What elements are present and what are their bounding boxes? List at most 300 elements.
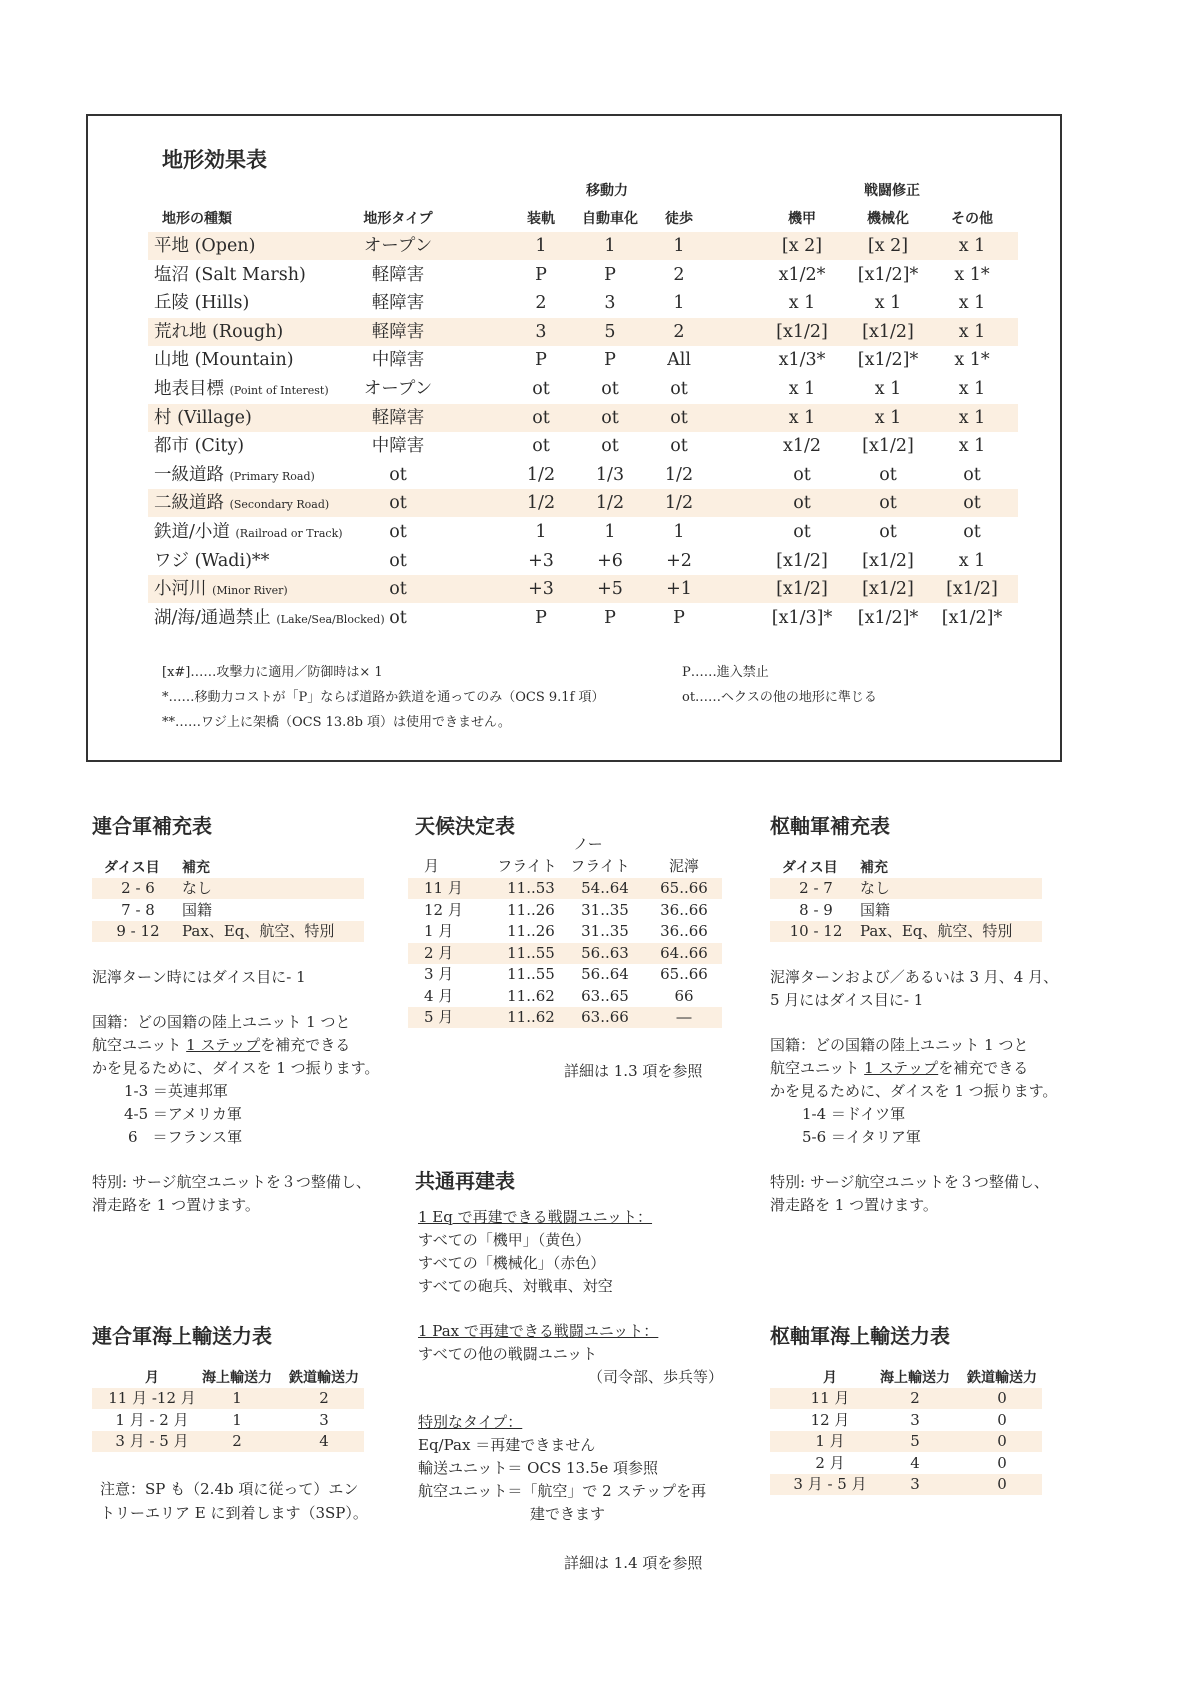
terrain-cell-m1: ot bbox=[532, 379, 550, 399]
header-mech-combat: 機械化 bbox=[867, 211, 909, 227]
allied-special-line2: 滑走路を 1 つ置けます。 bbox=[92, 1196, 260, 1214]
terrain-cell-c2: [x1/2] bbox=[862, 436, 914, 457]
weather-noflight: 31..35 bbox=[581, 900, 629, 919]
sea-month: 1 月 - 2 月 bbox=[115, 1410, 189, 1429]
weather-flight: 11..55 bbox=[507, 965, 555, 983]
terrain-cell-c3: x 1 bbox=[958, 407, 986, 428]
terrain-table-title: 地形効果表 bbox=[162, 148, 267, 172]
axis-sea-title: 枢軸軍海上輸送力表 bbox=[770, 1324, 950, 1348]
allied-sea-note-line1: 注意：SP も（2.4b 項に従って）エン bbox=[100, 1480, 359, 1498]
weather-row bbox=[408, 900, 722, 921]
replacement-die: 7 - 8 bbox=[121, 900, 155, 919]
axis-mud-note-line2: 5 月にはダイス目に- 1 bbox=[770, 991, 924, 1009]
terrain-cell-c1: x1/2 bbox=[782, 436, 822, 457]
sea-capacity: 5 bbox=[910, 1432, 920, 1450]
sea-capacity: 2 bbox=[910, 1389, 920, 1407]
terrain-name-jp: 平地 bbox=[154, 236, 189, 256]
terrain-cell-m3: +2 bbox=[666, 550, 692, 571]
terrain-cell-c1: x 1 bbox=[788, 293, 816, 314]
weather-flight: 11..62 bbox=[507, 1008, 555, 1026]
weather-row bbox=[408, 986, 722, 1007]
terrain-cell-c3: x 1 bbox=[958, 550, 986, 571]
weather-row bbox=[408, 878, 722, 899]
terrain-cell-c2: ot bbox=[879, 522, 897, 542]
terrain-cell-c2: ot bbox=[879, 493, 897, 514]
terrain-cell-c3: [x1/2]* bbox=[941, 607, 1003, 628]
terrain-cell-c1: [x1/2] bbox=[776, 550, 828, 571]
sea-transport-row bbox=[92, 1410, 364, 1431]
terrain-name-cell bbox=[154, 261, 306, 289]
terrain-cell-m3: 1/2 bbox=[664, 464, 694, 485]
terrain-name-cell bbox=[154, 232, 255, 260]
terrain-cell-m3: ot bbox=[670, 407, 688, 428]
terrain-name-cell bbox=[154, 375, 329, 403]
terrain-name-jp: 山地 bbox=[154, 350, 189, 371]
weather-month: 2 月 bbox=[424, 943, 454, 962]
sea-month: 3 月 - 5 月 bbox=[115, 1432, 189, 1450]
terrain-cell-m2: P bbox=[604, 607, 616, 628]
terrain-cell-m2: 1/3 bbox=[595, 464, 625, 485]
terrain-row bbox=[148, 575, 1018, 603]
weather-flight: 11..26 bbox=[507, 900, 555, 919]
sea-transport-row bbox=[770, 1474, 1042, 1495]
terrain-cell-c3: ot bbox=[963, 493, 981, 514]
rebuild-pax-other: すべての他の戦闘ユニット bbox=[418, 1345, 598, 1363]
replacement-row bbox=[92, 921, 364, 942]
terrain-cell-c1: x1/3* bbox=[778, 350, 826, 371]
replacement-row bbox=[770, 878, 1042, 899]
replacement-die: 2 - 6 bbox=[121, 879, 155, 897]
legend-p-note: P……進入禁止 bbox=[682, 665, 769, 680]
terrain-name-jp: 鉄道/小道 bbox=[154, 522, 230, 542]
terrain-name-cell bbox=[154, 547, 269, 575]
terrain-cell-c2: [x1/2] bbox=[862, 579, 914, 600]
sea-month: 12 月 bbox=[810, 1410, 850, 1429]
terrain-name-jp: 都市 bbox=[154, 436, 189, 457]
terrain-cell-m1: ot bbox=[532, 407, 550, 428]
terrain-name-en: (Open) bbox=[194, 236, 256, 256]
terrain-name-cell bbox=[154, 432, 244, 460]
legend-bracket-note: [x#]……攻撃力に適用／防御時は× 1 bbox=[162, 665, 383, 680]
terrain-cell-m1: 1 bbox=[535, 522, 547, 542]
terrain-name-jp: 塩沼 bbox=[154, 264, 189, 285]
sea-capacity: 2 bbox=[232, 1432, 242, 1450]
terrain-name-cell bbox=[154, 604, 385, 632]
terrain-name-cell bbox=[154, 318, 283, 346]
terrain-cell-c2: x 1 bbox=[874, 407, 902, 428]
terrain-name-cell bbox=[154, 346, 294, 374]
rebuild-eq-armor: すべての「機甲」（黄色） bbox=[418, 1231, 591, 1249]
rebuild-reference: 詳細は 1.4 項を参照 bbox=[564, 1554, 703, 1572]
sea-transport-row bbox=[770, 1410, 1042, 1431]
weather-header-no: ノー bbox=[573, 835, 603, 853]
combat-group-header: 戦闘修正 bbox=[864, 183, 920, 199]
terrain-name-en: (Primary Road) bbox=[229, 469, 315, 483]
rebuild-special-heading: 特別なタイプ： bbox=[418, 1413, 523, 1431]
terrain-row bbox=[148, 461, 1018, 489]
terrain-cell-m3: 2 bbox=[673, 264, 685, 285]
terrain-cell-m1: +3 bbox=[528, 579, 554, 600]
terrain-row bbox=[148, 518, 1018, 546]
allied-mud-note: 泥濘ターン時にはダイス目に- 1 bbox=[92, 968, 306, 986]
header-armor-combat: 機甲 bbox=[788, 211, 816, 227]
allied-nationality-line3: かを見るために、ダイスを 1 つ振ります。 bbox=[92, 1059, 380, 1077]
terrain-cell-c1: ot bbox=[793, 522, 811, 542]
sea-transport-row bbox=[92, 1388, 364, 1409]
replacement-row bbox=[770, 921, 1042, 942]
terrain-cell-m1: P bbox=[535, 264, 547, 285]
allied-nationality-line2: 航空ユニット 1 ステップを補充できる bbox=[92, 1036, 351, 1054]
terrain-cell-m3: 1 bbox=[673, 522, 685, 542]
terrain-cell-m2: ot bbox=[601, 407, 619, 428]
weather-row bbox=[408, 921, 722, 942]
terrain-cell-c2: [x1/2]* bbox=[857, 264, 919, 285]
weather-month: 3 月 bbox=[424, 965, 454, 983]
replacement-result: 国籍 bbox=[182, 900, 213, 919]
terrain-cell-m2: P bbox=[604, 350, 616, 371]
terrain-row bbox=[148, 547, 1018, 575]
replacement-result: 国籍 bbox=[860, 900, 891, 919]
terrain-cell-type: ot bbox=[389, 464, 407, 485]
terrain-cell-c1: ot bbox=[793, 464, 811, 485]
weather-flight: 11..53 bbox=[507, 879, 555, 897]
terrain-row bbox=[148, 346, 1018, 374]
terrain-row bbox=[148, 489, 1018, 517]
sea-capacity: 3 bbox=[910, 1475, 920, 1493]
terrain-cell-m2: P bbox=[604, 264, 616, 285]
axis-rep-header-die: ダイス目 bbox=[782, 860, 838, 876]
terrain-cell-c3: x 1* bbox=[954, 350, 990, 371]
weather-noflight: 31..35 bbox=[581, 922, 629, 940]
terrain-cell-c3: ot bbox=[963, 464, 981, 485]
terrain-name-jp: 二級道路 bbox=[154, 493, 224, 514]
weather-month: 4 月 bbox=[424, 986, 454, 1005]
terrain-cell-type: ot bbox=[389, 522, 407, 542]
axis-sea-header-rail: 鉄道輸送力 bbox=[967, 1370, 1037, 1386]
replacement-result: なし bbox=[182, 879, 213, 897]
rail-capacity: 0 bbox=[997, 1432, 1007, 1450]
weather-header-mud: 泥濘 bbox=[668, 857, 700, 875]
terrain-cell-c3: x 1* bbox=[954, 264, 990, 285]
rail-capacity: 0 bbox=[997, 1475, 1007, 1493]
axis-nationality-line1: 国籍：どの国籍の陸上ユニット 1 つと bbox=[770, 1036, 1029, 1054]
terrain-cell-c1: x 1 bbox=[788, 379, 816, 399]
rail-capacity: 0 bbox=[997, 1410, 1007, 1429]
terrain-cell-c3: [x1/2] bbox=[946, 579, 998, 600]
terrain-name-en: (Wadi)** bbox=[194, 550, 270, 571]
weather-flight: 11..55 bbox=[507, 943, 555, 962]
terrain-cell-m1: ot bbox=[532, 436, 550, 457]
sea-month: 3 月 - 5 月 bbox=[793, 1475, 867, 1493]
terrain-cell-type: ot bbox=[389, 579, 407, 600]
terrain-cell-type: 中障害 bbox=[371, 436, 425, 457]
terrain-cell-m1: 1 bbox=[535, 236, 547, 256]
header-terrain-type: 地形タイプ bbox=[363, 211, 433, 227]
terrain-cell-m1: 1/2 bbox=[526, 464, 556, 485]
weather-noflight: 56..64 bbox=[581, 965, 629, 983]
weather-reference: 詳細は 1.3 項を参照 bbox=[564, 1062, 703, 1080]
axis-roll-italy: 5-6 ＝イタリア軍 bbox=[802, 1128, 921, 1146]
terrain-name-cell bbox=[154, 404, 252, 432]
sea-capacity: 1 bbox=[232, 1410, 242, 1429]
weather-noflight: 54..64 bbox=[581, 879, 629, 897]
allied-rep-header-die: ダイス目 bbox=[104, 860, 160, 876]
replacement-result: なし bbox=[860, 879, 891, 897]
weather-flight: 11..26 bbox=[507, 922, 555, 940]
terrain-name-en: (Salt Marsh) bbox=[194, 264, 306, 285]
terrain-name-jp: 湖/海/通過禁止 bbox=[154, 607, 271, 628]
terrain-cell-m3: All bbox=[667, 350, 691, 371]
allied-sea-note-line2: トリーエリア E に到着します（3SP）。 bbox=[100, 1504, 368, 1522]
terrain-name-jp: 小河川 bbox=[154, 579, 207, 600]
allied-rep-header-replacement: 補充 bbox=[182, 860, 210, 876]
terrain-cell-c1: [x 2] bbox=[781, 236, 823, 256]
axis-special-line1: 特別: サージ航空ユニットを３つ整備し、 bbox=[770, 1173, 1049, 1191]
terrain-cell-c1: x 1 bbox=[788, 407, 816, 428]
terrain-name-cell bbox=[154, 461, 315, 489]
terrain-row bbox=[148, 318, 1018, 346]
replacement-die: 9 - 12 bbox=[116, 922, 160, 940]
axis-mud-note-line1: 泥濘ターンおよび／あるいは 3 月、4 月、 bbox=[770, 968, 1059, 986]
header-tracked: 装軌 bbox=[527, 211, 555, 227]
weather-mud: 36..66 bbox=[660, 922, 708, 940]
terrain-cell-m1: 1/2 bbox=[526, 493, 556, 514]
terrain-cell-c1: ot bbox=[793, 493, 811, 514]
terrain-cell-c3: x 1 bbox=[958, 379, 986, 399]
legend-ot-note: ot……ヘクスの他の地形に準じる bbox=[682, 690, 877, 705]
terrain-row bbox=[148, 404, 1018, 432]
weather-noflight: 63..65 bbox=[581, 986, 629, 1005]
allied-sea-header-rail: 鉄道輸送力 bbox=[289, 1370, 359, 1386]
axis-sea-header-sea: 海上輸送力 bbox=[880, 1370, 950, 1386]
terrain-cell-m2: 1/2 bbox=[595, 493, 625, 514]
rebuild-table-title: 共通再建表 bbox=[415, 1169, 515, 1193]
terrain-cell-c3: x 1 bbox=[958, 436, 986, 457]
legend-double-asterisk-note: **……ワジ上に架橋（OCS 13.8b 項）は使用できません。 bbox=[162, 715, 511, 730]
terrain-name-en: (Secondary Road) bbox=[229, 498, 330, 512]
rail-capacity: 2 bbox=[319, 1389, 329, 1407]
terrain-cell-c3: x 1 bbox=[958, 293, 986, 314]
terrain-cell-c1: x1/2* bbox=[778, 264, 826, 285]
replacement-result: Pax、Eq、航空、特別 bbox=[860, 922, 1013, 940]
rail-capacity: 0 bbox=[997, 1453, 1007, 1472]
allied-replacement-title: 連合軍補充表 bbox=[92, 814, 212, 838]
weather-month: 1 月 bbox=[424, 922, 454, 940]
terrain-cell-m3: 1 bbox=[673, 236, 685, 256]
weather-month: 11 月 bbox=[424, 879, 463, 897]
terrain-cell-m2: 1 bbox=[604, 236, 616, 256]
terrain-cell-m2: +5 bbox=[597, 579, 623, 600]
weather-noflight: 56..63 bbox=[581, 943, 629, 962]
terrain-name-cell bbox=[154, 489, 329, 517]
weather-noflight: 63..66 bbox=[581, 1008, 629, 1026]
terrain-cell-m1: P bbox=[535, 607, 547, 628]
terrain-name-jp: 地表目標 bbox=[154, 379, 224, 399]
weather-row bbox=[408, 1007, 722, 1028]
terrain-cell-type: 軽障害 bbox=[371, 293, 425, 314]
terrain-row bbox=[148, 375, 1018, 403]
sea-transport-row bbox=[770, 1453, 1042, 1474]
weather-row bbox=[408, 964, 722, 985]
terrain-cell-m1: 3 bbox=[535, 321, 547, 342]
weather-mud: 66 bbox=[674, 986, 694, 1005]
terrain-name-jp: 一級道路 bbox=[154, 464, 224, 485]
allied-roll-commonwealth: 1-3 ＝英連邦軍 bbox=[124, 1082, 228, 1100]
rail-capacity: 4 bbox=[319, 1432, 329, 1450]
terrain-name-en: (Hills) bbox=[194, 293, 250, 314]
weather-month: 12 月 bbox=[424, 900, 463, 919]
sea-capacity: 4 bbox=[910, 1453, 920, 1472]
replacement-die: 10 - 12 bbox=[789, 922, 843, 940]
weather-mud: 65..66 bbox=[660, 965, 708, 983]
terrain-row bbox=[148, 289, 1018, 317]
terrain-cell-c3: ot bbox=[963, 522, 981, 542]
rebuild-special-eqpax: Eq/Pax ＝再建できません bbox=[418, 1436, 596, 1454]
weather-flight: 11..62 bbox=[507, 986, 555, 1005]
terrain-cell-c2: x 1 bbox=[874, 379, 902, 399]
weather-mud: 36..66 bbox=[660, 900, 708, 919]
replacement-die: 8 - 9 bbox=[799, 900, 833, 919]
terrain-name-en: (Minor River) bbox=[212, 584, 288, 598]
terrain-row bbox=[148, 232, 1018, 260]
rebuild-eq-mech: すべての「機械化」（赤色） bbox=[418, 1254, 606, 1272]
rebuild-eq-artillery: すべての砲兵、対戦車、対空 bbox=[418, 1277, 613, 1295]
legend-asterisk-note: *……移動力コストが「P」ならば道路か鉄道を通ってのみ（OCS 9.1f 項） bbox=[162, 690, 605, 705]
terrain-name-jp: 村 bbox=[154, 407, 172, 428]
rebuild-pax-examples: （司令部、歩兵等） bbox=[588, 1368, 724, 1386]
allied-roll-usa: 4-5 ＝アメリカ軍 bbox=[124, 1105, 242, 1123]
weather-row bbox=[408, 943, 722, 964]
replacement-die: 2 - 7 bbox=[799, 879, 833, 897]
terrain-cell-m1: +3 bbox=[528, 550, 554, 571]
terrain-cell-c2: ot bbox=[879, 464, 897, 485]
terrain-cell-c3: x 1 bbox=[958, 321, 986, 342]
sea-transport-row bbox=[770, 1431, 1042, 1452]
sea-month: 11 月 -12 月 bbox=[108, 1389, 196, 1407]
allied-roll-france: 6 ＝フランス軍 bbox=[128, 1128, 243, 1146]
terrain-cell-c2: [x1/2] bbox=[862, 550, 914, 571]
terrain-cell-m2: ot bbox=[601, 379, 619, 399]
terrain-name-en: (Point of Interest) bbox=[229, 384, 329, 397]
terrain-cell-c2: x 1 bbox=[874, 293, 902, 314]
terrain-cell-type: 軽障害 bbox=[371, 321, 425, 342]
weather-header-noflight: フライト bbox=[570, 857, 630, 875]
terrain-name-en: (Railroad or Track) bbox=[235, 527, 343, 540]
header-foot: 徒歩 bbox=[665, 211, 693, 227]
allied-sea-header-sea: 海上輸送力 bbox=[202, 1370, 272, 1386]
allied-special-line1: 特別: サージ航空ユニットを３つ整備し、 bbox=[92, 1173, 371, 1191]
sea-month: 2 月 bbox=[815, 1453, 845, 1472]
terrain-cell-c1: [x1/2] bbox=[776, 321, 828, 342]
terrain-cell-m2: 3 bbox=[604, 293, 616, 314]
weather-month: 5 月 bbox=[424, 1008, 454, 1026]
terrain-cell-m1: 2 bbox=[535, 293, 547, 314]
terrain-cell-m1: P bbox=[535, 350, 547, 371]
weather-mud: ― bbox=[676, 1008, 692, 1026]
terrain-cell-m3: 1 bbox=[673, 293, 685, 314]
terrain-cell-type: ot bbox=[389, 607, 407, 628]
allied-sea-title: 連合軍海上輸送力表 bbox=[92, 1324, 272, 1348]
terrain-cell-m3: P bbox=[673, 607, 685, 628]
terrain-name-en: (City) bbox=[194, 436, 245, 457]
axis-roll-germany: 1-4 ＝ドイツ軍 bbox=[802, 1105, 906, 1123]
terrain-cell-m3: 1/2 bbox=[664, 493, 694, 514]
terrain-name-cell bbox=[154, 575, 288, 603]
terrain-cell-type: ot bbox=[389, 550, 407, 571]
terrain-cell-m3: 2 bbox=[673, 321, 685, 342]
terrain-cell-c3: x 1 bbox=[958, 236, 986, 256]
terrain-cell-m2: 1 bbox=[604, 522, 616, 542]
terrain-cell-m2: ot bbox=[601, 436, 619, 457]
terrain-effects-panel bbox=[86, 114, 1062, 762]
replacement-row bbox=[770, 900, 1042, 921]
sea-transport-row bbox=[770, 1388, 1042, 1409]
axis-rep-header-replacement: 補充 bbox=[860, 860, 888, 876]
terrain-cell-m2: +6 bbox=[597, 550, 623, 571]
movement-group-header: 移動力 bbox=[586, 183, 628, 199]
axis-nationality-line3: かを見るために、ダイスを 1 つ振ります。 bbox=[770, 1082, 1058, 1100]
header-motorized: 自動車化 bbox=[582, 211, 638, 227]
sea-month: 11 月 bbox=[810, 1389, 850, 1407]
axis-special-line2: 滑走路を 1 つ置けます。 bbox=[770, 1196, 938, 1214]
sea-transport-row bbox=[92, 1431, 364, 1452]
terrain-cell-type: オープン bbox=[363, 379, 433, 399]
terrain-cell-type: オープン bbox=[363, 236, 433, 256]
terrain-name-en: (Rough) bbox=[212, 321, 284, 342]
weather-mud: 65..66 bbox=[660, 879, 708, 897]
rebuild-eq-heading: 1 Eq で再建できる戦闘ユニット： bbox=[418, 1208, 653, 1226]
sea-capacity: 1 bbox=[232, 1389, 242, 1407]
terrain-cell-c2: [x 2] bbox=[867, 236, 909, 256]
terrain-row bbox=[148, 432, 1018, 460]
terrain-cell-c1: [x1/2] bbox=[776, 579, 828, 600]
terrain-name-en: (Mountain) bbox=[194, 350, 294, 371]
terrain-name-en: (Village) bbox=[177, 407, 252, 428]
allied-sea-header-month: 月 bbox=[145, 1370, 159, 1386]
terrain-name-en: (Lake/Sea/Blocked) bbox=[276, 612, 385, 626]
axis-sea-header-month: 月 bbox=[823, 1370, 837, 1386]
axis-replacement-title: 枢軸軍補充表 bbox=[770, 814, 890, 838]
weather-table-title: 天候決定表 bbox=[415, 814, 515, 838]
terrain-name-jp: 荒れ地 bbox=[154, 321, 207, 342]
rebuild-special-air-line1: 航空ユニット＝「航空」で 2 ステップを再 bbox=[418, 1482, 707, 1500]
terrain-cell-c1: [x1/3]* bbox=[771, 607, 833, 628]
header-other-combat: その他 bbox=[951, 211, 993, 227]
allied-nationality-line1: 国籍：どの国籍の陸上ユニット 1 つと bbox=[92, 1013, 351, 1031]
weather-header-month: 月 bbox=[424, 857, 440, 875]
rebuild-special-transport: 輸送ユニット＝ OCS 13.5e 項参照 bbox=[418, 1459, 659, 1477]
terrain-name-cell bbox=[154, 518, 343, 546]
terrain-cell-type: 中障害 bbox=[371, 350, 425, 371]
terrain-cell-type: 軽障害 bbox=[371, 264, 425, 285]
terrain-cell-c2: [x1/2]* bbox=[857, 607, 919, 628]
replacement-row bbox=[92, 878, 364, 899]
rebuild-special-air-line2: 建できます bbox=[530, 1505, 606, 1523]
sea-capacity: 3 bbox=[910, 1410, 920, 1429]
terrain-cell-type: 軽障害 bbox=[371, 407, 425, 428]
terrain-cell-m3: +1 bbox=[666, 579, 692, 600]
rail-capacity: 3 bbox=[319, 1410, 329, 1429]
weather-mud: 64..66 bbox=[660, 943, 708, 962]
terrain-cell-m3: ot bbox=[670, 379, 688, 399]
rebuild-pax-heading: 1 Pax で再建できる戦闘ユニット： bbox=[418, 1322, 659, 1340]
terrain-cell-type: ot bbox=[389, 493, 407, 514]
terrain-row bbox=[148, 604, 1018, 632]
sea-month: 1 月 bbox=[815, 1432, 845, 1450]
terrain-cell-c2: [x1/2] bbox=[862, 321, 914, 342]
header-terrain-name: 地形の種類 bbox=[162, 211, 232, 227]
terrain-row bbox=[148, 261, 1018, 289]
